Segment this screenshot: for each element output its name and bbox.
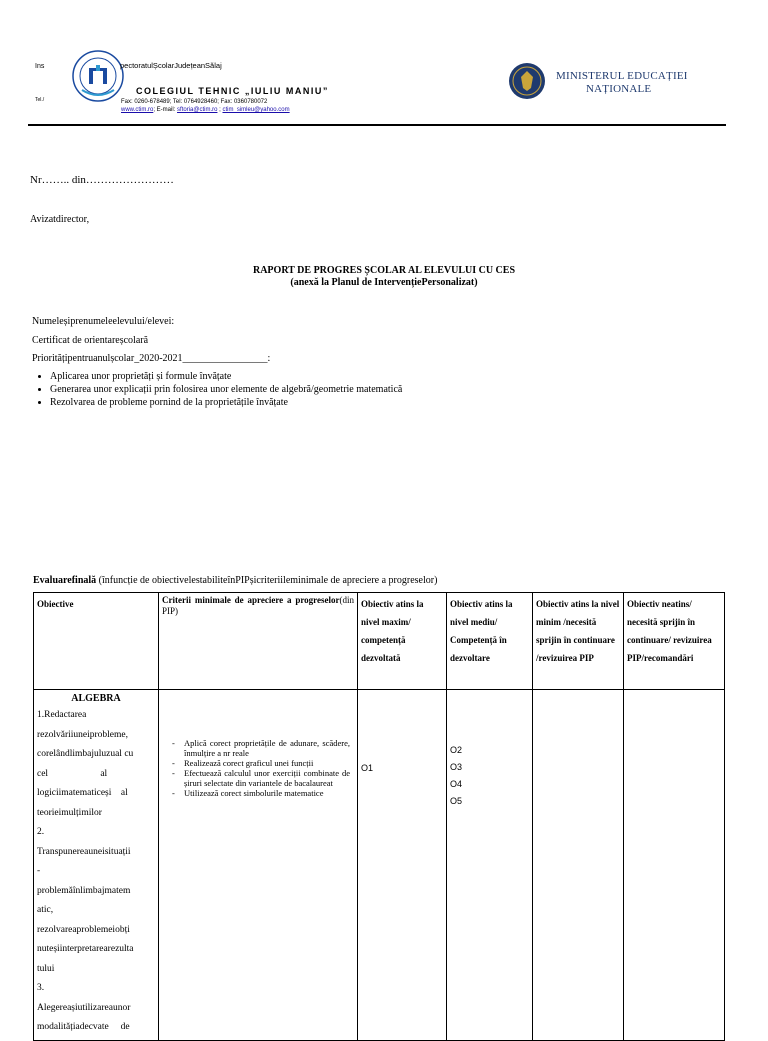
objective-line: Alegereașiutilizareaunor	[37, 1002, 131, 1013]
objective-line: nuteșiinterpretarearezulta	[37, 944, 134, 954]
header-divider	[28, 124, 726, 126]
list-item: - Efectuează calculul unor exerciții combinate de șiruri selectate din variantele de bacalaureat	[184, 768, 350, 788]
field-student-name: Numeleșiprenumeleelevului/elevei:	[32, 316, 175, 327]
objective-code: O2	[450, 745, 463, 755]
header-tel-fragment: Tel./	[35, 97, 45, 103]
objective-line: rezolvareaproblemeiobți	[37, 924, 130, 935]
email-link-1[interactable]: sftoria@ctim.ro	[177, 107, 218, 113]
report-title: RAPORT DE PROGRES ȘCOLAR AL ELEVULUI CU CES	[252, 265, 516, 276]
ministry-crest-icon	[508, 62, 546, 100]
list-item: - Utilizează corect simbolurile matematice	[184, 788, 350, 798]
inspectorate-label: pectoratulȘcolarJudețeanSălaj	[120, 61, 222, 70]
list-item: • Rezolvarea de probleme pornind de la proprietățile învățate	[50, 396, 402, 409]
col-header-objectives: Obiective	[34, 593, 159, 690]
objective-line: modalitățiadecvate de	[37, 1022, 130, 1032]
field-priorities: Prioritățipentruanulșcolar_2020-2021_________________:	[32, 353, 271, 364]
table-header-row	[34, 593, 725, 690]
col-header-criteria	[159, 593, 358, 690]
email-line	[121, 107, 290, 113]
objective-line: problemăînlimbajmatem	[37, 885, 131, 896]
objective-line: cel al	[37, 768, 108, 779]
algebra-heading: ALGEBRA	[71, 693, 121, 704]
col-header-max: Obiectiv atins la nivel maxim/ competență dezvoltată	[358, 593, 447, 690]
not-achieved-cell	[624, 690, 725, 1041]
objective-line: logiciimatematiceși al	[37, 788, 128, 798]
contact-line: Fax: 0260-678489; Tel: 0764928460; Fax: 0360780072	[121, 99, 268, 105]
col-header-minimum: Obiectiv atins la nivel minim /necesită sprijin în continuare /revizuirea PIP	[533, 593, 624, 690]
objective-code: O4	[450, 779, 463, 789]
website-link[interactable]: www.ctim.ro	[121, 107, 154, 113]
max-level-cell	[358, 690, 447, 1041]
objective-line: 2.	[37, 827, 45, 837]
avizat-director: Avizatdirector,	[30, 214, 90, 225]
objective-code: O3	[450, 762, 463, 772]
objective-line: Transpunereauneisituații	[37, 846, 131, 857]
table-row	[34, 690, 725, 1041]
list-item: - Realizează corect graficul unei funcții	[184, 758, 350, 768]
objective-code: O1	[361, 763, 374, 773]
email-link-2[interactable]: ctim_simleu@yahoo.com	[222, 107, 290, 113]
objectives-cell	[34, 690, 159, 1041]
objective-line: corelândlimbajuluzual cu	[37, 749, 134, 759]
final-evaluation-heading	[33, 575, 437, 586]
header-left-fragment: Ins	[35, 63, 45, 70]
final-evaluation-label: Evaluarefinală	[33, 575, 97, 586]
objective-line: 3.	[37, 983, 45, 993]
objective-line: atic,	[37, 905, 54, 915]
ministry-name	[556, 70, 688, 96]
ministry-name-line1: MINISTERUL EDUCAȚIEI	[556, 70, 688, 82]
objective-line: -	[37, 866, 41, 876]
col-header-not-achieved: Obiectiv neatins/ necesită sprijin în continuare/ revizuirea PIP/recomandări	[624, 593, 725, 690]
criteria-cell	[159, 690, 358, 1041]
list-item: • Generarea unor explicații prin folosirea unor elemente de algebră/geometrie matematică	[50, 383, 402, 396]
criteria-list	[162, 738, 354, 798]
objective-line: rezolvăriiuneiprobleme,	[37, 729, 129, 740]
evaluation-table	[33, 592, 725, 1041]
ministry-name-line2: NAȚIONALE	[586, 83, 652, 95]
field-certificate: Certificat de orientareșcolară	[32, 335, 149, 346]
col-header-criteria-bold: Criterii minimale de apreciere a progreselor	[162, 595, 340, 605]
list-item: - Aplică corect proprietățile de adunare, scădere, înmulțire a nr reale	[184, 738, 350, 758]
objective-line: teorieimulțimilor	[37, 807, 102, 818]
final-evaluation-note: (înfuncție de obiectivelestabiliteînPIPșicriteriileminimale de apreciere a progreselor)	[96, 575, 438, 586]
col-header-medium: Obiectiv atins la nivel mediu/ Competență în dezvoltare	[447, 593, 533, 690]
objective-code: O5	[450, 796, 463, 806]
college-name: COLEGIUL TEHNIC „IULIU MANIU”	[136, 86, 329, 96]
col-header-criteria-note: (din PIP)	[162, 595, 354, 616]
report-subtitle: (anexă la Planul de IntervențiePersonalizat)	[290, 277, 478, 288]
nr-line: Nr…….. din……………………	[30, 174, 174, 186]
priority-list	[32, 370, 402, 409]
list-item: • Aplicarea unor proprietăți și formule învățate	[50, 370, 402, 383]
email-label: ; E-mail:	[153, 107, 176, 113]
objective-line: tului	[37, 963, 55, 974]
objectives-text	[37, 706, 155, 1038]
minimum-level-cell	[533, 690, 624, 1041]
email-separator: ;	[217, 107, 223, 113]
objective-line: 1.Redactarea	[37, 710, 87, 720]
medium-level-cell	[447, 690, 533, 1041]
college-logo-icon	[72, 50, 124, 102]
